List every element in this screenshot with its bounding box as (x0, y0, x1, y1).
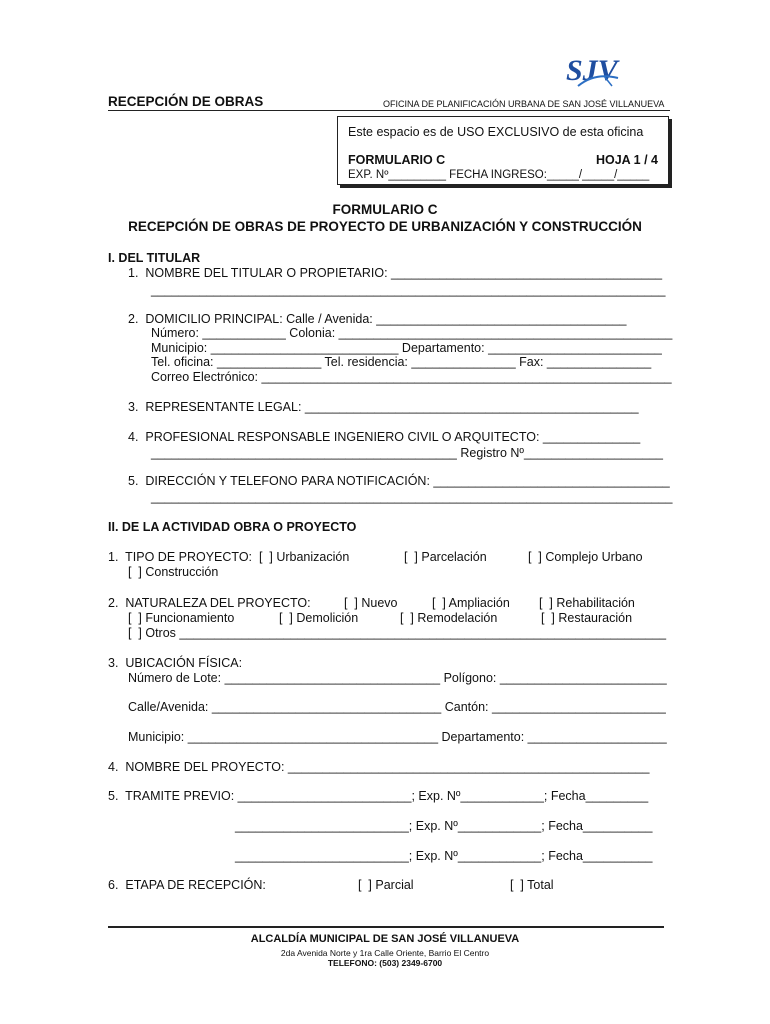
form-subtitle: RECEPCIÓN DE OBRAS DE PROYECTO DE URBANIZACIÓN Y CONSTRUCCIÓN (128, 219, 642, 234)
section2-heading: II. DE LA ACTIVIDAD OBRA O PROYECTO (108, 520, 357, 534)
notification-field-cont[interactable]: ___________________________________________________________________________ (151, 490, 673, 504)
professional-field[interactable]: 4. PROFESIONAL RESPONSABLE INGENIERO CIVIL O ARQUITECTO: ______________ (128, 430, 641, 444)
office-name: OFICINA DE PLANIFICACIÓN URBANA DE SAN JOSÉ VILLANUEVA (383, 99, 665, 109)
footer-address: 2da Avenida Norte y 1ra Calle Oriente, Barrio El Centro (280, 948, 490, 958)
professional-registry-field[interactable]: ____________________________________________ Registro Nº____________________ (151, 446, 664, 460)
nature-demolicion[interactable]: [ ] Demolición (279, 611, 359, 625)
nature-funcionamiento[interactable]: [ ] Funcionamiento (128, 611, 235, 625)
header-divider (108, 110, 670, 111)
sjv-logo (560, 42, 630, 102)
address-municipality-field[interactable]: Municipio: ___________________________ Departamento: _________________________ (151, 341, 662, 355)
project-type-urbanizacion[interactable]: 1. TIPO DE PROYECTO: [ ] Urbanización (108, 550, 350, 564)
form-label: FORMULARIO C (348, 153, 446, 167)
email-field[interactable]: Correo Electrónico: ___________________________________________________________ (151, 370, 672, 384)
expedient-line: EXP. Nº_________ FECHA INGRESO:_____/_____/_____ (348, 169, 650, 181)
form-title: FORMULARIO C (332, 202, 438, 217)
section1-heading: I. DEL TITULAR (108, 251, 201, 265)
nature-rehabilitacion[interactable]: [ ] Rehabilitación (539, 596, 635, 610)
owner-name-field[interactable]: 1. NOMBRE DEL TITULAR O PROPIETARIO: _______________________________________ (128, 266, 663, 280)
office-use-box (337, 116, 669, 185)
previous-procedure-field-1[interactable]: 5. TRAMITE PREVIO: _________________________; Exp. Nº____________; Fecha_________ (108, 789, 649, 803)
phone-fields[interactable]: Tel. oficina: _______________ Tel. residencia: _______________ Fax: _______________ (151, 355, 652, 369)
nature-otros-field[interactable]: [ ] Otros ______________________________________________________________________ (128, 626, 667, 640)
notification-field[interactable]: 5. DIRECCIÓN Y TELEFONO PARA NOTIFICACIÓN: __________________________________ (128, 474, 670, 488)
location-label: 3. UBICACIÓN FÍSICA: (108, 656, 243, 670)
project-type-parcelacion[interactable]: [ ] Parcelación (404, 550, 487, 564)
address-street-field[interactable]: 2. DOMICILIO PRINCIPAL: Calle / Avenida: ____________________________________ (128, 312, 627, 326)
logo-text: SJV (566, 54, 618, 87)
sheet-label: HOJA 1 / 4 (595, 153, 658, 167)
previous-procedure-field-2[interactable]: _________________________; Exp. Nº____________; Fecha__________ (235, 819, 653, 833)
owner-name-field-cont[interactable]: __________________________________________________________________________ (151, 283, 666, 297)
lot-number-field[interactable]: Número de Lote: _______________________________ Polígono: ________________________ (128, 671, 667, 685)
project-name-field[interactable]: 4. NOMBRE DEL PROYECTO: ____________________________________________________ (108, 760, 650, 774)
nature-label: 2. NATURALEZA DEL PROYECTO: (108, 596, 311, 610)
address-number-field[interactable]: Número: ____________ Colonia: ________________________________________________ (151, 326, 673, 340)
office-use-note: Este espacio es de USO EXCLUSIVO de esta oficina (348, 125, 644, 139)
reception-stage-total[interactable]: [ ] Total (510, 878, 554, 892)
previous-procedure-field-3[interactable]: _________________________; Exp. Nº____________; Fecha__________ (235, 849, 653, 863)
footer-municipality: ALCALDÍA MUNICIPAL DE SAN JOSÉ VILLANUEVA (250, 933, 520, 945)
footer-phone: TELEFONO: (503) 2349-6700 (327, 958, 443, 968)
legal-rep-field[interactable]: 3. REPRESENTANTE LEGAL: ________________________________________________ (128, 400, 639, 414)
nature-ampliacion[interactable]: [ ] Ampliación (432, 596, 510, 610)
reception-stage-parcial[interactable]: [ ] Parcial (358, 878, 414, 892)
municipality-department-field[interactable]: Municipio: ____________________________________ Departamento: ____________________ (128, 730, 667, 744)
footer-divider (108, 926, 664, 928)
nature-restauracion[interactable]: [ ] Restauración (541, 611, 633, 625)
project-type-construccion[interactable]: [ ] Construcción (128, 565, 219, 579)
nature-remodelacion[interactable]: [ ] Remodelación (400, 611, 498, 625)
street-canton-field[interactable]: Calle/Avenida: _________________________________ Cantón: _________________________ (128, 700, 666, 714)
project-type-complejo[interactable]: [ ] Complejo Urbano (528, 550, 643, 564)
reception-stage-label: 6. ETAPA DE RECEPCIÓN: (108, 878, 266, 892)
nature-nuevo[interactable]: [ ] Nuevo (344, 596, 398, 610)
page-title: RECEPCIÓN DE OBRAS (108, 94, 264, 109)
